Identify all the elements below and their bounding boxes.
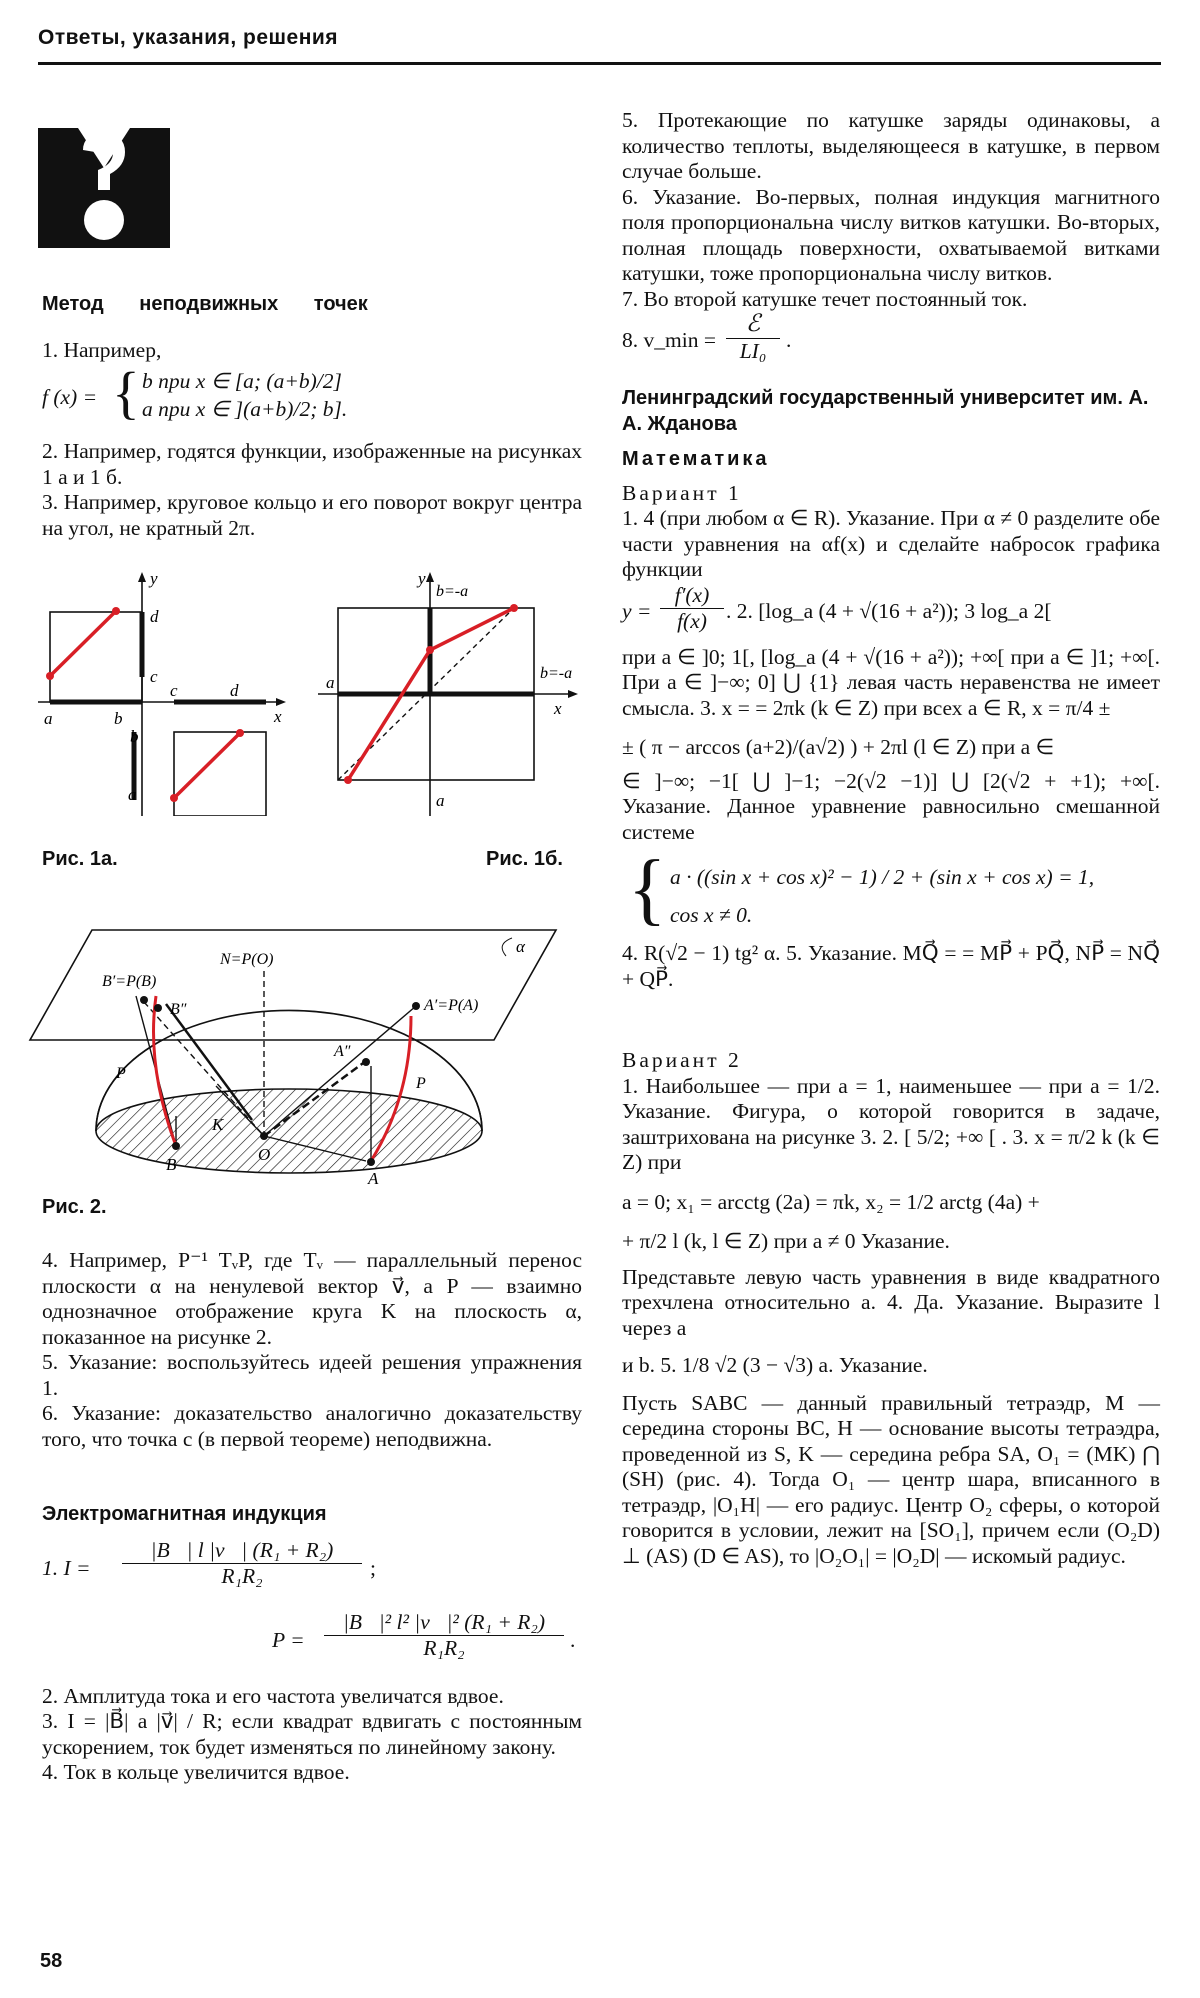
r-item8-tail: . [786,328,792,352]
r-item-8 [622,312,1160,370]
v1-arccos-line: ± ( π − arccos (a+2)/(a√2) ) + 2πl (l ∈ Z) при a ∈ [622,735,1055,759]
s2-f1-numerator: |B⃗| l |v⃗| (R₁ + R₂) [122,1538,362,1565]
s1-item-6: 6. Указание: доказательство аналогично доказательству того, что точка c (в первой теореме) неподвижна. [42,1401,582,1451]
v2-paragraph-5: и b. 5. 1/8 √2 (3 − √3) a. Указание. [622,1353,928,1377]
s1-f-case2: a при x ∈ ](a+b)/2; b]. [142,397,348,421]
s1-f-case1: b при x ∈ [a; (a+b)/2] [142,369,342,393]
fig1b-y-label: y [418,569,426,588]
fig2-alpha-label: α [516,937,525,956]
fig1a-d2-label: d [230,681,239,700]
fig1b-a-label: a [326,673,335,692]
fig2-app-label: A″ [334,1043,351,1060]
v1-system [622,845,1160,933]
s2-f2-tail: . [570,1627,576,1652]
v1-function-line [622,583,1160,641]
v1-paragraph-1: 1. 4 (при любом α ∈ R). Указание. При α ≠ 0 разделите обе части уравнения на αf(x) и сделайте набросок графика функции [622,506,1160,581]
v1-system-eq2: cos x ≠ 0. [670,903,753,927]
section-title-em-induction: Электромагнитная индукция [42,1503,327,1525]
caption-fig-1b: Рис. 1б. [486,848,563,870]
figure-1b [318,566,580,816]
fig1b-x-label: x [554,699,562,718]
v2-paragraph-1: 1. Наибольшее — при a = 1, наименьшее — при a = 1/2. Указание. Фигура, о которой говорится в задаче, заштрихована на рисунке 3. 2. [ 5/2; +∞ [ . 3. x = π/2 k (k ∈ Z) при [622,1073,1160,1174]
v1-func-denominator: f(x) [677,609,707,633]
fig1b-ba-top-label: b=-a [436,583,469,600]
left-column [42,92,582,541]
fig2-bpp-label: B″ [170,1001,187,1018]
fig2-p2-label: P [416,1075,426,1092]
left-column-lower [42,1248,582,1786]
variant-2-title: Вариант 2 [622,1048,742,1072]
fig1a-a-label: a [44,709,53,728]
r-item8-numerator: ℰ [726,312,780,339]
fig2-b-label: B [166,1155,177,1174]
v1-system-brace: { [628,845,667,933]
v1-p2-inline: . 2. [log_a (4 + √(16 + a²)); 3 log_a 2[ [726,598,1052,623]
fig2-a-label: A [368,1169,379,1186]
s1-item-4: 4. Например, P⁻¹ TᵥP, где Tᵥ — параллельный перенос плоскости α на ненулевой вектор v⃗, а P — взаимно однозначное отображение круга K на плоскость α, показанное на рисунке 2. [42,1248,582,1349]
caption-fig-1a: Рис. 1а. [42,848,118,870]
s2-formula-2 [42,1610,582,1676]
fig1a-b2-label: b [130,727,139,746]
header-rule [38,62,1161,65]
s1-item-3: 3. Например, круговое кольцо и его поворот вокруг центра на угол, не кратный 2π. [42,490,582,540]
fig2-o-label: O [258,1145,271,1164]
s1-item-5: 5. Указание: воспользуйтесь идеей решения упражнения 1. [42,1350,582,1400]
v1-func-numerator: f′(x) [660,583,724,610]
s2-item-2: 2. Амплитуда тока и его частота увеличатся вдвое. [42,1683,504,1708]
running-header: Ответы, указания, решения [38,26,339,49]
v2-paragraph-2: a = 0; x₁ = arcctg (2a) = πk, x₂ = 1/2 arctg (4a) + [622,1189,1040,1214]
fig2-bp-label: B′=P(B) [102,973,157,990]
r-item8-denominator: LI₀ [739,338,767,363]
fig1a-d-label: d [150,607,159,626]
fig2-n-label: N=P(O) [220,951,274,968]
s1-brace: { [112,360,140,425]
s1-piecewise-function [42,360,582,429]
s1-f-lhs: f (x) = [42,385,98,409]
s2-f1-lhs: 1. I = [42,1555,91,1580]
fig1a-y-label: y [150,569,158,588]
page-number: 58 [40,1950,63,1972]
university-title: Ленинградский государственный университет им. А. А. Жданова [622,387,1149,435]
fig1b-a-bottom-label: a [436,791,445,810]
s2-formula-1 [42,1538,582,1604]
v1-paragraph-2: при a ∈ ]0; 1[, [log_a (4 + √(16 + a²)); +∞[ при a ∈ ]1; +∞[. При a ∈ ]−∞; 0] ⋃ {1} левая часть неравенства не имеет смысла. 3. x = = 2πk (k ∈ Z) при всех a ∈ R, x = π/4 ± [622,644,1160,720]
r-item-7: 7. Во второй катушке течет постоянный ток. [622,286,1028,311]
v2-paragraph-4: Представьте левую часть уравнения в виде квадратного трехчлена относительно a. 4. Да. Указание. Выразите l через a [622,1264,1160,1340]
r-item-5: 5. Протекающие по катушке заряды одинаковы, а количество теплоты, выделяющееся в катушке, в первом случае больше. [622,108,1160,183]
fig1b-ba-right-label: b=-a [540,665,573,682]
fig2-ap-label: A′=P(A) [424,997,479,1014]
v2-paragraph-6: Пусть SABC — данный правильный тетраэдр, M — середина стороны BC, H — основание высоты тетраэдра, проведенной из S, K — середина ребра SA, O₁ = (MK) ⋂ (SH) (рис. 4). Тогда O₁ — центр шара, вписанного в тетраэдр, |O₁H| — его радиус. Центр O₂ сферы, о которой говорится в условии, лежит на [SO₁], причем если (O₂D) ⊥ (AS) (D ∈ AS), то |O₂O₁| = |O₂D| — искомый радиус. [622,1390,1160,1568]
fig1a-c-label: c [150,667,158,686]
fig1a-x-label: x [274,707,282,726]
fig2-p1-label: P [116,1065,126,1082]
r-item8-lhs: 8. v_min = [622,328,716,352]
s2-f1-denominator: R₁R₂ [221,1564,263,1588]
v1-paragraph-3: ∈ ]−∞; −1[ ⋃ ]−1; −2(√2 −1)] ⋃ [2(√2 + +1); +∞[. Указание. Данное уравнение равносильно смешанной системе [622,768,1160,844]
v2-paragraph-3: + π/2 l (k, l ∈ Z) при a ≠ 0 Указание. [622,1229,950,1253]
r-item-6: 6. Указание. Во-первых, полная индукция магнитного поля пропорциональна числу витков катушки. Во-вторых, полная площадь поверхности, охватываемой витками катушки, тоже пропорциональна числу витков. [622,184,1160,285]
v1-system-eq1: a · ((sin x + cos x)² − 1) / 2 + (sin x + cos x) = 1, [670,865,1095,889]
s2-f2-lhs: P = [272,1627,305,1652]
v1-paragraph-4: 4. R(√2 − 1) tg² α. 5. Указание. MQ⃗ = = MP⃗ + PQ⃗, NP⃗ = NQ⃗ + QP⃗. [622,941,1160,991]
figure-1a [30,566,292,816]
figure-2 [16,916,576,1186]
s2-item-3: 3. I = |B⃗| a |v⃗| / R; если квадрат вдвигать с постоянным ускорением, ток будет изменяться по линейному закону. [42,1709,582,1759]
section-title-fixed-points: Метод неподвижных точек [42,293,368,315]
fig2-k-label: K [212,1115,224,1134]
s1-item-2: 2. Например, годятся функции, изображенные на рисунках 1 а и 1 б. [42,439,582,489]
caption-fig-2: Рис. 2. [42,1196,107,1218]
fig1a-a2-label: a [128,785,137,804]
variant-1-title: Вариант 1 [622,480,742,505]
s2-item-4: 4. Ток в кольце увеличится вдвое. [42,1760,350,1784]
s2-f2-numerator: |B⃗|² l² |v⃗|² (R₁ + R₂) [324,1610,564,1637]
s2-f2-denominator: R₁R₂ [423,1636,465,1660]
math-title: Математика [622,448,770,470]
fig1a-c2-label: c [170,681,178,700]
s2-f1-tail: ; [370,1555,376,1580]
v1-func-lhs: y = [622,598,652,623]
right-column [622,108,1160,1569]
s1-item-1: 1. Например, [42,337,162,362]
fig1a-b-label: b [114,709,123,728]
